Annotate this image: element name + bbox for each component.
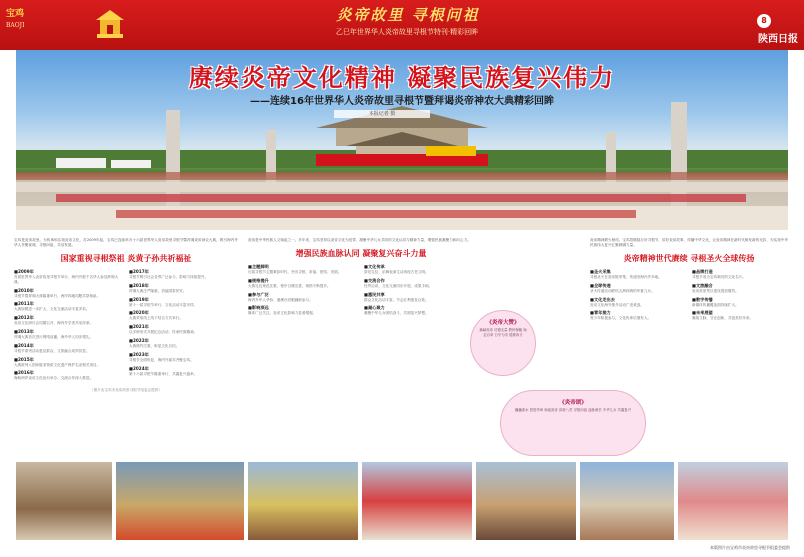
- list-item: ■文化传承 祭祀礼仪、乐舞表演生动再现古老文明。: [364, 264, 429, 274]
- list-item: ■凝心聚力 凝聚中华儿女团结奋斗、共圆复兴梦想。: [364, 305, 429, 316]
- list-item: ■2018年 拜谒大典庄严隆重，祈福国泰民安。: [129, 282, 187, 293]
- list-item: ■品牌打造 寻根节成为宝鸡响亮的文化名片。: [692, 269, 746, 279]
- list-item: ■2024年 第十六届寻根节隆重举行，共襄复兴盛举。: [129, 365, 198, 376]
- list-item: ■影响深远 媒体广泛关注，炎帝文化影响力显著增强。: [248, 305, 317, 316]
- list-item: ■2012年 炎帝文化研讨会同期召开，海内外学者共话传承。: [14, 315, 94, 326]
- paper-name: 陕西日报: [758, 34, 798, 45]
- list-item: ■2013年 拜谒大典首次进行网络直播，海外华人同步观礼。: [14, 328, 94, 339]
- col2-right-list: [364, 264, 474, 319]
- list-item: ■惠民共享 群众文化活动丰富，节会红利惠及百姓。: [364, 291, 429, 302]
- list-item: ■全球传递 圣火传递活动联结五洲四海的华夏儿女。: [590, 282, 655, 293]
- col4-left-list: [590, 269, 686, 324]
- list-item: ■文化走出去 炎帝文化海外推介活动广受欢迎。: [590, 296, 644, 307]
- list-item: ■交流合作 经贸洽谈、文化交流同步开展，成果丰硕。: [364, 277, 433, 288]
- poem-card-1: [470, 310, 536, 376]
- list-item: ■2020年 大典采取线上线下结合方式举行。: [129, 310, 183, 321]
- list-item: ■2015年 大典被列入国家级非物质文化遗产保护名录相关项目。: [14, 356, 101, 367]
- list-item: ■主题鲜明 历届寻根节主题紧扣时代，突出寻根、祈福、团结、发展。: [248, 264, 342, 274]
- list-item: ■2023年 寻根节全面恢复，海内外嘉宾齐聚宝鸡。: [129, 351, 194, 362]
- photo-2: [116, 462, 244, 540]
- list-item: ■2022年 大典简约庄重，彰显文化自信。: [129, 337, 180, 348]
- list-item: ■2017年 寻根节吸引社会各界广泛参与，影响力持续提升。: [129, 269, 209, 279]
- photo-caption: 本版图片由宝鸡市炎帝故里寻根节组委会提供: [710, 545, 790, 550]
- article-column-4: [590, 238, 788, 462]
- poem2-body: 巍巍姜水 悠悠华章 始祖炎帝 泽被八荒 寻根问祖 血脉流长 中华儿女 共襄复兴: [514, 408, 632, 412]
- page-header: [0, 0, 804, 50]
- poem2-title: 《炎帝颂》: [559, 400, 587, 406]
- newspaper-logo: [6, 9, 68, 33]
- list-item: ■数字传播 新媒体传播覆盖面持续扩大。: [692, 296, 739, 307]
- poem1-body: 赫赫炎帝 功德无量 教民稼穑 始尝百草 日中为市 德被四方: [479, 328, 527, 337]
- col4-right-list: [692, 269, 788, 324]
- list-item: ■规格提升 大典礼仪规范庄重，程序日臻完善，规格不断提升。: [248, 277, 331, 288]
- col1-section-title: 国家重视寻根祭祖 炎黄子孙共祈福祉: [60, 254, 192, 263]
- banner-subtitle: 乙巳年世界华人炎帝故里寻根节特刊·精彩回眸: [335, 28, 479, 36]
- list-item: ■2010年 寻根节暨拜谒大典隆重举行，两岸四地同胞共祭始祖。: [14, 287, 101, 298]
- list-item: ■2021年 以多种形式开展纪念活动，传承民族精神。: [129, 324, 198, 335]
- list-item: ■青年接力 青少年积极参与，文化传承后继有人。: [590, 310, 652, 321]
- col2-left-list: [248, 264, 358, 319]
- photo-3: [248, 462, 358, 540]
- list-item: ■未来展望 赓续文脉，守正创新，共创美好未来。: [692, 310, 754, 321]
- photo-4: [362, 462, 472, 540]
- photo-credit: 本报记者 摄: [334, 110, 430, 118]
- col1-right-list: [129, 269, 238, 384]
- col2-section-title: 增强民族血脉认同 凝聚复兴奋斗力量: [295, 249, 427, 258]
- article-column-2: [248, 238, 474, 451]
- temple-emblem-icon: [92, 4, 128, 46]
- photo-1: [16, 462, 112, 540]
- page-number: 8: [757, 14, 771, 28]
- list-item: ■圣火采集 寻根圣火在炎帝陵采集，传递至海内外多地。: [590, 269, 662, 279]
- logo-sub: BAOJI: [6, 22, 25, 29]
- col1-left-list: [14, 269, 123, 384]
- photo-7: [678, 462, 788, 540]
- photo-6: [580, 462, 674, 540]
- list-item: ■2009年 首届世界华人炎帝故里寻根节举行，海内外数千名华人参加拜谒大典。: [14, 269, 119, 284]
- col2-intro: 炎帝是中华民族人文始祖之一。多年来，宝鸡坚持以炎帝文化为纽带，凝聚中华儿女共同的文化认同与精神力量，增强民族凝聚力和向心力。: [248, 238, 471, 242]
- hero-subtitle: ——连续16年世界华人炎帝故里寻根节暨拜谒炎帝神农大典精彩回眸: [250, 96, 554, 107]
- photo-5: [476, 462, 576, 540]
- list-item: ■文旅融合 炎帝故里景区建设提质增效。: [692, 282, 739, 293]
- hero-photo: [16, 50, 788, 230]
- col4-section-title: 炎帝精神世代赓续 寻根圣火全球传扬: [623, 254, 755, 263]
- col1-note: （图片由宝鸡市炎帝故里寻根节组委会提供）: [90, 388, 162, 393]
- list-item: ■2019年 第十一届寻根节举行，文化活动丰富多样。: [129, 296, 198, 307]
- list-item: ■2014年 寻根节系列活动惠及群众，文旅融合成效初显。: [14, 342, 90, 353]
- logo-text: 宝鸡: [6, 9, 25, 19]
- poem1-title: 《炎帝大赞》: [486, 320, 520, 326]
- hero-title: 赓续炎帝文化精神 凝聚民族复兴伟力: [188, 63, 616, 92]
- list-item: ■2016年 海峡两岸炎帝文化论坛举办，交流合作深入推进。: [14, 370, 94, 381]
- list-item: ■参与广泛 海内外华人华侨、港澳台同胞踊跃参与。: [248, 291, 313, 302]
- banner-title: 炎帝故里 寻根问祖: [336, 6, 480, 24]
- list-item: ■2011年 大典规模进一步扩大，文化交流活动丰富多彩。: [14, 301, 90, 312]
- col1-intro: 宝鸡是炎帝故里。为传承和弘扬炎帝文化，自2009年起，宝鸡已连续举办十六届世界华人炎帝故里寻根节暨拜谒炎帝神农大典，吸引海内外华人齐聚姜城，寻根问祖，共话发展。: [14, 238, 238, 247]
- photo-strip: [16, 462, 788, 540]
- col4-intro: 炎帝精神薪火相传。宝鸡将继续办好寻根节，讲好炎帝故事，传播中华文化，让炎帝精神在新时代焕发新的光彩，为实现中华民族伟大复兴汇聚磅礴力量。: [590, 238, 788, 247]
